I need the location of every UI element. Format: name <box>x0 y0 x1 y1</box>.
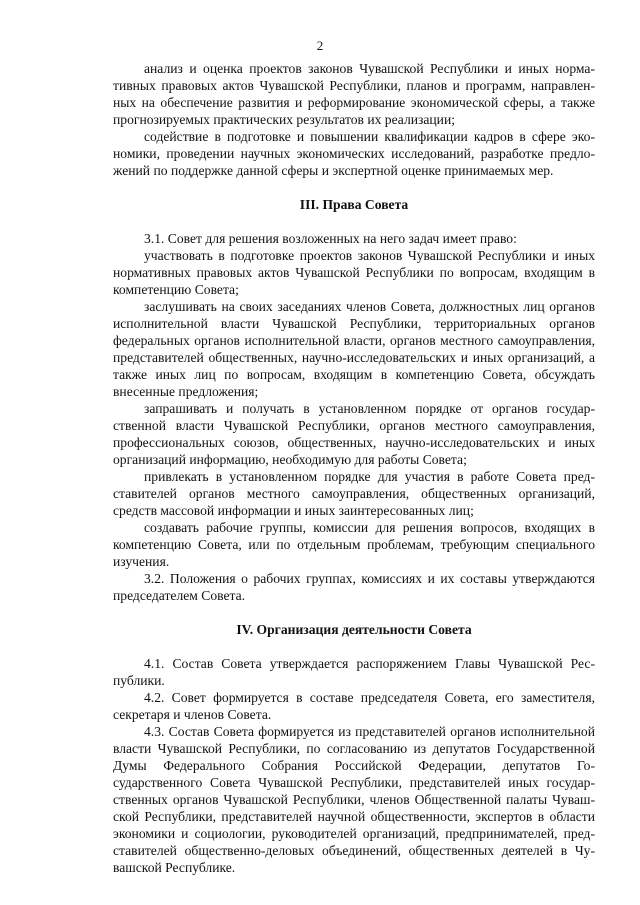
section-3-paragraph-2: участвовать в подготовке проектов законов Чувашской Республики и иных нормативных правовых актов Чувашской Республики по вопросам, входящим в компетенцию Совета; <box>113 248 595 297</box>
section-4-paragraph-2: 4.2. Совет формируется в составе председателя Совета, его заместителя, секретаря и членов Совета. <box>113 690 595 722</box>
section-3-paragraph-3: заслушивать на своих заседаниях членов Совета, должностных лиц органов исполнительной власти Чувашской Республики, территориальных органов федеральных органов исполнительной власти, органов местного самоуправления, представителей общественных, научно-исследовательских и иных организаций, а также иных лиц по вопросам, входящим в компетенцию Совета, обсуждать внесенные предложения; <box>113 299 595 399</box>
page-number: 2 <box>316 38 324 53</box>
document-body <box>113 60 595 876</box>
section-3-paragraph-6: создавать рабочие группы, комиссии для решения вопросов, входящих в компетенцию Совета, или по отдельным проблемам, требующим специального изучения. <box>113 520 595 569</box>
intro-paragraph-2: содействие в подготовке и повышении квалификации кадров в сфере экономики, проведении научных экономических исследований, разработке предложений по поддержке данной сферы и экспертной оценке принимаемых мер. <box>113 129 595 178</box>
section-4-heading: IV. Организация деятельности Совета <box>236 622 472 637</box>
section-3-paragraph-5: привлекать в установленном порядке для участия в работе Совета представителей органов местного самоуправления, общественных организаций, средств массовой информации и иных заинтересованных лиц; <box>113 469 595 518</box>
section-3-paragraph-7: 3.2. Положения о рабочих группах, комиссиях и их составы утверждаются председателем Совета. <box>113 571 595 603</box>
intro-paragraph-1: анализ и оценка проектов законов Чувашской Республики и иных нормативных правовых актов Чувашской Республики, планов и программ, направленных на обеспечение развития и реформирование экономической сферы, а также прогнозируемых практических результатов их реализации; <box>113 61 595 127</box>
section-3-paragraph-4: запрашивать и получать в установленном порядке от органов государственной власти Чувашской Республики, органов местного самоуправления, профессиональных союзов, общественных, научно-исследовательских и иных организаций информацию, необходимую для работы Совета; <box>113 401 595 467</box>
section-3-heading: III. Права Совета <box>299 197 409 212</box>
section-4-paragraph-1: 4.1. Состав Совета утверждается распоряжением Главы Чувашской Республики. <box>113 656 595 688</box>
section-4-paragraph-3: 4.3. Состав Совета формируется из представителей органов исполнительной власти Чувашской Республики, по согласованию из депутатов Государственной Думы Федерального Собрания Российской Федерации, депутатов Государственного Совета Чувашской Республики, представителей иных государственных органов Чувашской Республики, членов Общественной палаты Чувашской Республики, представителей научной общественности, экспертов в области экономики и социологии, руководителей организаций, предпринимателей, представителей общественно-деловых объединений, общественных деятелей в Чувашской Республике. <box>113 724 595 875</box>
section-3-paragraph-1: 3.1. Совет для решения возложенных на него задач имеет право: <box>144 231 517 246</box>
